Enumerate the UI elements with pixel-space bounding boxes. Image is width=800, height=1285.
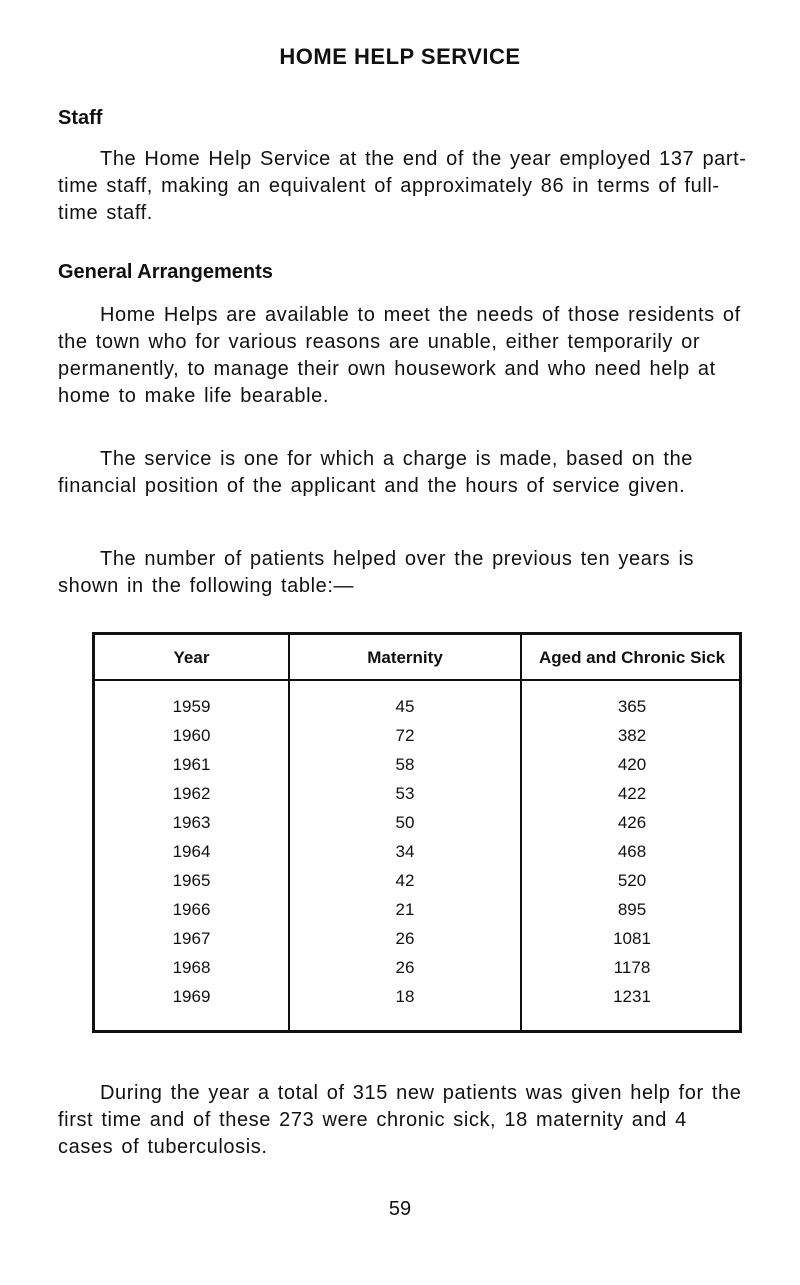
cell-maternity: 58 <box>395 755 415 774</box>
cell-year: 1961 <box>172 755 211 774</box>
cell-maternity: 26 <box>395 958 415 977</box>
cell-aged-chronic-sick: 422 <box>617 784 647 803</box>
closing-paragraph: During the year a total of 315 new patients was given help for the first time and of these 273 were chronic sick, 18 maternity and 4 cases of tuberculosis. <box>58 1082 742 1158</box>
cell-year: 1966 <box>172 900 211 919</box>
cell-year: 1962 <box>172 784 211 803</box>
cell-aged-chronic-sick: 1081 <box>613 929 651 948</box>
table-row <box>95 809 739 838</box>
table-row <box>95 838 739 867</box>
page-number: 59 <box>388 1198 412 1220</box>
cell-aged-chronic-sick: 468 <box>617 842 647 861</box>
patients-table <box>92 632 742 1033</box>
cell-maternity: 53 <box>395 784 415 803</box>
table-row <box>95 722 739 751</box>
table-row <box>95 780 739 809</box>
table-row <box>95 693 739 722</box>
header-aged-chronic-sick: Aged and Chronic Sick <box>538 648 726 667</box>
table-body <box>95 693 739 1012</box>
cell-year: 1960 <box>172 726 211 745</box>
cell-aged-chronic-sick: 426 <box>617 813 647 832</box>
table-row <box>95 751 739 780</box>
staff-heading: Staff <box>58 107 103 129</box>
cell-year: 1968 <box>172 958 211 977</box>
table-header-row <box>95 635 739 681</box>
table-row <box>95 983 739 1012</box>
cell-year: 1964 <box>172 842 211 861</box>
cell-maternity: 42 <box>395 871 415 890</box>
cell-maternity: 18 <box>395 987 415 1006</box>
page-title: HOME HELP SERVICE <box>279 44 521 69</box>
table-row <box>95 867 739 896</box>
cell-year: 1969 <box>172 987 211 1006</box>
cell-aged-chronic-sick: 895 <box>617 900 647 919</box>
cell-maternity: 21 <box>395 900 415 919</box>
cell-maternity: 72 <box>395 726 415 745</box>
cell-aged-chronic-sick: 365 <box>617 697 647 716</box>
staff-paragraph: The Home Help Service at the end of the year employed 137 part-time staff, making an equivalent of approximately 86 in terms of full-time staff. <box>58 148 747 224</box>
arrangements-paragraph-1: Home Helps are available to meet the needs of those residents of the town who for various reasons are unable, either temporarily or permanently, to manage their own housework and who need help at home to make life bearable. <box>58 304 741 407</box>
table-row <box>95 954 739 983</box>
cell-year: 1965 <box>172 871 211 890</box>
arrangements-paragraph-2: The service is one for which a charge is made, based on the financial position of the applicant and the hours of service given. <box>58 448 694 497</box>
arrangements-paragraph-3: The number of patients helped over the previous ten years is shown in the following table:— <box>58 548 695 597</box>
header-year: Year <box>173 648 210 667</box>
cell-year: 1963 <box>172 813 211 832</box>
cell-aged-chronic-sick: 1231 <box>613 987 651 1006</box>
cell-maternity: 45 <box>395 697 415 716</box>
cell-aged-chronic-sick: 1178 <box>613 958 651 977</box>
cell-aged-chronic-sick: 420 <box>617 755 647 774</box>
cell-year: 1959 <box>172 697 211 716</box>
table-row <box>95 925 739 954</box>
table-row <box>95 896 739 925</box>
header-maternity: Maternity <box>367 648 443 667</box>
cell-aged-chronic-sick: 382 <box>617 726 647 745</box>
cell-maternity: 34 <box>395 842 415 861</box>
cell-aged-chronic-sick: 520 <box>617 871 647 890</box>
cell-maternity: 26 <box>395 929 415 948</box>
cell-year: 1967 <box>172 929 211 948</box>
general-arrangements-heading: General Arrangements <box>58 261 273 283</box>
cell-maternity: 50 <box>395 813 415 832</box>
